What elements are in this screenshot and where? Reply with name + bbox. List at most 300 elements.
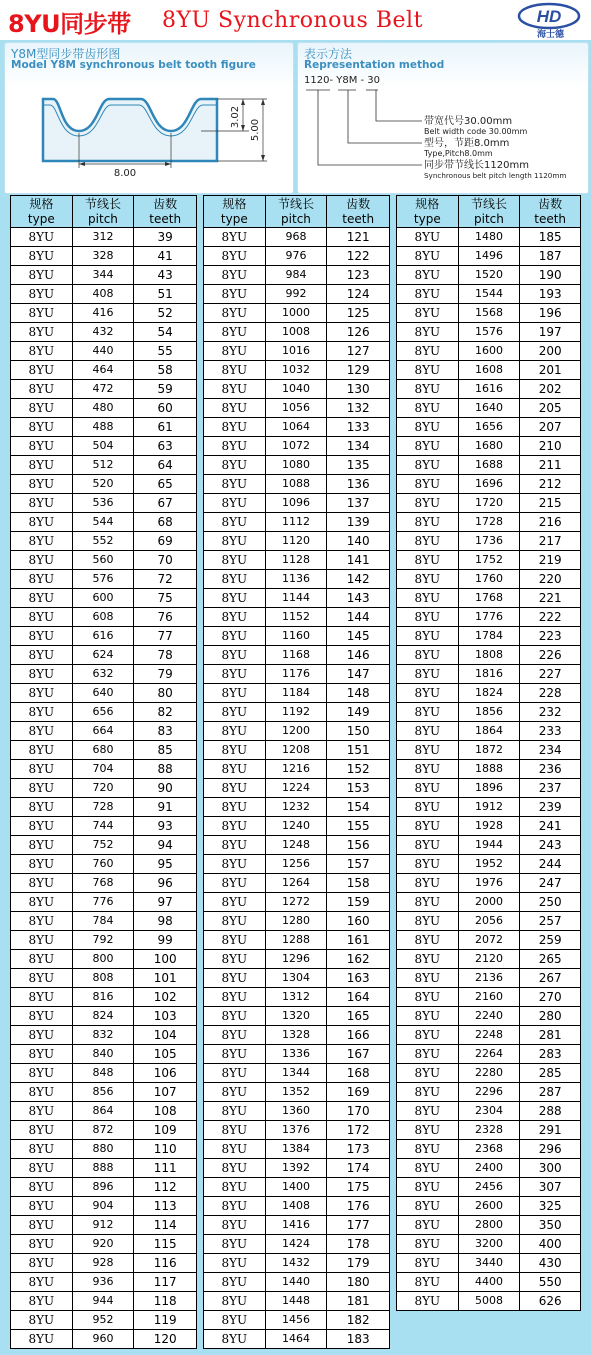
cell-type: 8YU	[11, 665, 73, 684]
cell-teeth: 205	[520, 399, 581, 418]
cell-teeth: 124	[327, 285, 390, 304]
table-row	[397, 1102, 581, 1121]
cell-teeth: 118	[134, 1292, 197, 1311]
cell-pitch: 624	[72, 646, 134, 665]
table-row	[397, 741, 581, 760]
cell-type: 8YU	[11, 1121, 73, 1140]
cell-teeth: 190	[520, 266, 581, 285]
cell-teeth: 55	[134, 342, 197, 361]
cell-pitch: 1056	[265, 399, 327, 418]
cell-teeth: 300	[520, 1159, 581, 1178]
cell-pitch: 1288	[265, 931, 327, 950]
cell-teeth: 283	[520, 1045, 581, 1064]
cell-teeth: 165	[327, 1007, 390, 1026]
cell-teeth: 291	[520, 1121, 581, 1140]
cell-pitch: 1136	[265, 570, 327, 589]
dim-tooth-height-label: 3.02	[230, 105, 241, 129]
page-title-en: 8YU Synchronous Belt	[162, 8, 423, 33]
cell-teeth: 244	[520, 855, 581, 874]
cell-teeth: 219	[520, 551, 581, 570]
cell-teeth: 99	[134, 931, 197, 950]
cell-teeth: 41	[134, 247, 197, 266]
cell-pitch: 1272	[265, 893, 327, 912]
cell-type: 8YU	[204, 1121, 266, 1140]
cell-type: 8YU	[397, 1007, 459, 1026]
table-row	[11, 1140, 197, 1159]
cell-teeth: 236	[520, 760, 581, 779]
table-row	[397, 399, 581, 418]
cell-pitch: 1032	[265, 361, 327, 380]
cell-pitch: 1328	[265, 1026, 327, 1045]
table-row	[397, 247, 581, 266]
cell-pitch: 600	[72, 589, 134, 608]
brand-name: 海士德	[537, 30, 565, 40]
cell-type: 8YU	[11, 399, 73, 418]
cell-teeth: 162	[327, 950, 390, 969]
cell-teeth: 168	[327, 1064, 390, 1083]
cell-teeth: 98	[134, 912, 197, 931]
cell-type: 8YU	[397, 247, 459, 266]
cell-pitch: 1864	[458, 722, 520, 741]
table-row	[11, 323, 197, 342]
cell-type: 8YU	[11, 1235, 73, 1254]
cell-type: 8YU	[397, 1235, 459, 1254]
cell-type: 8YU	[397, 1064, 459, 1083]
cell-pitch: 1464	[265, 1330, 327, 1349]
table-row	[204, 1064, 390, 1083]
cell-teeth: 158	[327, 874, 390, 893]
cell-type: 8YU	[397, 931, 459, 950]
table-row	[397, 513, 581, 532]
cell-type: 8YU	[397, 703, 459, 722]
cell-pitch: 1016	[265, 342, 327, 361]
cell-type: 8YU	[397, 1121, 459, 1140]
header-pitch: 节线长 pitch	[458, 196, 520, 228]
cell-type: 8YU	[204, 589, 266, 608]
cell-pitch: 2368	[458, 1140, 520, 1159]
cell-pitch: 1072	[265, 437, 327, 456]
cell-teeth: 234	[520, 741, 581, 760]
cell-type: 8YU	[397, 532, 459, 551]
table-row	[11, 760, 197, 779]
cell-teeth: 52	[134, 304, 197, 323]
cell-pitch: 1144	[265, 589, 327, 608]
cell-teeth: 174	[327, 1159, 390, 1178]
cell-type: 8YU	[397, 1140, 459, 1159]
table-row	[11, 779, 197, 798]
cell-pitch: 632	[72, 665, 134, 684]
cell-pitch: 808	[72, 969, 134, 988]
table-row	[11, 1311, 197, 1330]
cell-teeth: 185	[520, 228, 581, 247]
cell-pitch: 552	[72, 532, 134, 551]
table-row	[397, 646, 581, 665]
cell-type: 8YU	[397, 437, 459, 456]
cell-type: 8YU	[204, 1045, 266, 1064]
table-header-row	[204, 196, 390, 228]
cell-type: 8YU	[204, 836, 266, 855]
table-row	[204, 1197, 390, 1216]
cell-teeth: 159	[327, 893, 390, 912]
cell-type: 8YU	[204, 570, 266, 589]
representation-panel	[297, 42, 589, 194]
table-row	[204, 1140, 390, 1159]
cell-type: 8YU	[11, 247, 73, 266]
cell-teeth: 94	[134, 836, 197, 855]
table-row	[397, 893, 581, 912]
cell-pitch: 1912	[458, 798, 520, 817]
table-row	[397, 931, 581, 950]
cell-pitch: 1336	[265, 1045, 327, 1064]
length-label-cn: 同步带节线长1120mm	[424, 160, 529, 171]
table-row	[397, 703, 581, 722]
table-row	[204, 1121, 390, 1140]
cell-pitch: 560	[72, 551, 134, 570]
cell-teeth: 103	[134, 1007, 197, 1026]
cell-teeth: 135	[327, 456, 390, 475]
cell-teeth: 93	[134, 817, 197, 836]
cell-teeth: 167	[327, 1045, 390, 1064]
cell-type: 8YU	[204, 1197, 266, 1216]
cell-teeth: 77	[134, 627, 197, 646]
cell-teeth: 222	[520, 608, 581, 627]
table-row	[11, 646, 197, 665]
table-row	[204, 1311, 390, 1330]
table-row	[11, 456, 197, 475]
representation-caption-en: Representation method	[304, 59, 445, 71]
cell-pitch: 4400	[458, 1273, 520, 1292]
cell-pitch: 1000	[265, 304, 327, 323]
cell-type: 8YU	[397, 228, 459, 247]
cell-type: 8YU	[204, 266, 266, 285]
type-label-en: Type,Pitch8.0mm	[424, 149, 493, 158]
cell-type: 8YU	[11, 456, 73, 475]
cell-teeth: 68	[134, 513, 197, 532]
table-row	[204, 418, 390, 437]
cell-teeth: 72	[134, 570, 197, 589]
cell-pitch: 1752	[458, 551, 520, 570]
table-row	[204, 494, 390, 513]
cell-teeth: 125	[327, 304, 390, 323]
cell-teeth: 265	[520, 950, 581, 969]
cell-pitch: 1408	[265, 1197, 327, 1216]
cell-pitch: 912	[72, 1216, 134, 1235]
cell-type: 8YU	[11, 304, 73, 323]
cell-type: 8YU	[11, 893, 73, 912]
cell-type: 8YU	[11, 1159, 73, 1178]
cell-pitch: 520	[72, 475, 134, 494]
cell-type: 8YU	[204, 1235, 266, 1254]
cell-pitch: 1224	[265, 779, 327, 798]
cell-type: 8YU	[204, 722, 266, 741]
cell-pitch: 1480	[458, 228, 520, 247]
cell-teeth: 79	[134, 665, 197, 684]
cell-pitch: 776	[72, 893, 134, 912]
cell-teeth: 110	[134, 1140, 197, 1159]
table-row	[204, 323, 390, 342]
representation-caption-cn: 表示方法	[304, 47, 353, 61]
cell-type: 8YU	[204, 1140, 266, 1159]
cell-pitch: 1496	[458, 247, 520, 266]
cell-teeth: 193	[520, 285, 581, 304]
cell-type: 8YU	[204, 247, 266, 266]
cell-type: 8YU	[11, 779, 73, 798]
belt-table-2	[203, 195, 390, 1349]
cell-teeth: 129	[327, 361, 390, 380]
table-row	[204, 1330, 390, 1349]
cell-pitch: 880	[72, 1140, 134, 1159]
table-row	[204, 342, 390, 361]
cell-pitch: 1600	[458, 342, 520, 361]
table-row	[397, 779, 581, 798]
table-row	[397, 342, 581, 361]
cell-teeth: 127	[327, 342, 390, 361]
cell-teeth: 58	[134, 361, 197, 380]
cell-pitch: 1256	[265, 855, 327, 874]
cell-type: 8YU	[11, 817, 73, 836]
cell-teeth: 119	[134, 1311, 197, 1330]
cell-type: 8YU	[204, 874, 266, 893]
cell-teeth: 172	[327, 1121, 390, 1140]
cell-type: 8YU	[204, 893, 266, 912]
cell-teeth: 64	[134, 456, 197, 475]
cell-pitch: 1376	[265, 1121, 327, 1140]
cell-type: 8YU	[397, 665, 459, 684]
cell-type: 8YU	[397, 855, 459, 874]
table-row	[204, 1159, 390, 1178]
page-title-cn: 8YU同步带	[8, 10, 131, 38]
tooth-figure-panel	[4, 42, 294, 194]
cell-pitch: 1688	[458, 456, 520, 475]
table-row	[11, 570, 197, 589]
cell-teeth: 170	[327, 1102, 390, 1121]
cell-type: 8YU	[204, 494, 266, 513]
cell-type: 8YU	[11, 684, 73, 703]
cell-teeth: 181	[327, 1292, 390, 1311]
cell-type: 8YU	[397, 304, 459, 323]
cell-teeth: 400	[520, 1235, 581, 1254]
table-row	[204, 304, 390, 323]
cell-type: 8YU	[204, 779, 266, 798]
cell-type: 8YU	[397, 399, 459, 418]
table-row	[11, 1197, 197, 1216]
cell-teeth: 39	[134, 228, 197, 247]
table-row	[397, 1083, 581, 1102]
cell-type: 8YU	[397, 1026, 459, 1045]
cell-teeth: 107	[134, 1083, 197, 1102]
table-row	[397, 266, 581, 285]
cell-teeth: 65	[134, 475, 197, 494]
cell-pitch: 800	[72, 950, 134, 969]
cell-teeth: 152	[327, 760, 390, 779]
cell-type: 8YU	[11, 836, 73, 855]
cell-pitch: 984	[265, 266, 327, 285]
table-row	[204, 380, 390, 399]
tooth-profile-drawing	[5, 43, 293, 193]
cell-teeth: 148	[327, 684, 390, 703]
table-row	[397, 304, 581, 323]
cell-pitch: 480	[72, 399, 134, 418]
cell-type: 8YU	[397, 1159, 459, 1178]
table-row	[397, 684, 581, 703]
table-row	[204, 1178, 390, 1197]
cell-type: 8YU	[397, 1083, 459, 1102]
cell-teeth: 233	[520, 722, 581, 741]
cell-teeth: 160	[327, 912, 390, 931]
cell-teeth: 179	[327, 1254, 390, 1273]
table-row	[204, 1273, 390, 1292]
cell-pitch: 1160	[265, 627, 327, 646]
cell-teeth: 196	[520, 304, 581, 323]
cell-teeth: 63	[134, 437, 197, 456]
table-row	[11, 1254, 197, 1273]
table-row	[11, 684, 197, 703]
cell-teeth: 96	[134, 874, 197, 893]
table-row	[11, 1292, 197, 1311]
cell-pitch: 536	[72, 494, 134, 513]
cell-type: 8YU	[204, 855, 266, 874]
table-row	[11, 798, 197, 817]
cell-teeth: 243	[520, 836, 581, 855]
cell-teeth: 60	[134, 399, 197, 418]
cell-type: 8YU	[397, 950, 459, 969]
cell-type: 8YU	[11, 437, 73, 456]
table-row	[11, 627, 197, 646]
cell-teeth: 215	[520, 494, 581, 513]
cell-type: 8YU	[204, 760, 266, 779]
cell-pitch: 720	[72, 779, 134, 798]
cell-type: 8YU	[11, 969, 73, 988]
table-row	[397, 798, 581, 817]
page-header	[0, 0, 591, 40]
cell-teeth: 111	[134, 1159, 197, 1178]
table-row	[11, 988, 197, 1007]
table-row	[204, 1235, 390, 1254]
table-row	[204, 589, 390, 608]
cell-pitch: 1232	[265, 798, 327, 817]
cell-teeth: 130	[327, 380, 390, 399]
table-row	[204, 1045, 390, 1064]
cell-teeth: 182	[327, 1311, 390, 1330]
cell-type: 8YU	[11, 342, 73, 361]
cell-pitch: 816	[72, 988, 134, 1007]
cell-pitch: 2072	[458, 931, 520, 950]
table-row	[11, 399, 197, 418]
cell-pitch: 1656	[458, 418, 520, 437]
cell-pitch: 1080	[265, 456, 327, 475]
table-row	[397, 912, 581, 931]
table-row	[204, 912, 390, 931]
cell-teeth: 122	[327, 247, 390, 266]
cell-type: 8YU	[11, 627, 73, 646]
cell-pitch: 1344	[265, 1064, 327, 1083]
table-row	[204, 1292, 390, 1311]
cell-type: 8YU	[397, 798, 459, 817]
table-row	[397, 665, 581, 684]
cell-teeth: 227	[520, 665, 581, 684]
cell-type: 8YU	[204, 437, 266, 456]
cell-type: 8YU	[397, 741, 459, 760]
cell-pitch: 952	[72, 1311, 134, 1330]
cell-type: 8YU	[397, 513, 459, 532]
cell-type: 8YU	[397, 1178, 459, 1197]
table-row	[204, 893, 390, 912]
cell-teeth: 141	[327, 551, 390, 570]
cell-type: 8YU	[397, 494, 459, 513]
table-row	[11, 665, 197, 684]
cell-teeth: 176	[327, 1197, 390, 1216]
cell-teeth: 281	[520, 1026, 581, 1045]
cell-teeth: 430	[520, 1254, 581, 1273]
cell-teeth: 132	[327, 399, 390, 418]
table-row	[397, 456, 581, 475]
cell-teeth: 82	[134, 703, 197, 722]
table-row	[204, 931, 390, 950]
table-row	[397, 1197, 581, 1216]
cell-teeth: 187	[520, 247, 581, 266]
cell-type: 8YU	[204, 513, 266, 532]
table-row	[11, 931, 197, 950]
cell-pitch: 1944	[458, 836, 520, 855]
cell-type: 8YU	[11, 380, 73, 399]
cell-pitch: 1400	[265, 1178, 327, 1197]
cell-pitch: 1392	[265, 1159, 327, 1178]
cell-pitch: 1168	[265, 646, 327, 665]
cell-teeth: 146	[327, 646, 390, 665]
cell-pitch: 3200	[458, 1235, 520, 1254]
table-row	[204, 247, 390, 266]
table-row	[11, 1273, 197, 1292]
cell-pitch: 1384	[265, 1140, 327, 1159]
table-row	[204, 399, 390, 418]
cell-type: 8YU	[11, 532, 73, 551]
cell-type: 8YU	[397, 1254, 459, 1273]
cell-type: 8YU	[11, 760, 73, 779]
cell-pitch: 752	[72, 836, 134, 855]
cell-teeth: 120	[134, 1330, 197, 1349]
cell-teeth: 106	[134, 1064, 197, 1083]
table-row	[397, 1045, 581, 1064]
cell-type: 8YU	[11, 722, 73, 741]
cell-type: 8YU	[11, 988, 73, 1007]
cell-teeth: 61	[134, 418, 197, 437]
cell-pitch: 2240	[458, 1007, 520, 1026]
cell-teeth: 285	[520, 1064, 581, 1083]
cell-pitch: 1816	[458, 665, 520, 684]
table-row	[204, 1007, 390, 1026]
table-row	[397, 988, 581, 1007]
cell-pitch: 1312	[265, 988, 327, 1007]
table-row	[11, 1064, 197, 1083]
cell-pitch: 2056	[458, 912, 520, 931]
tooth-figure-caption-cn: Y8M型同步带齿形图	[11, 47, 121, 61]
cell-type: 8YU	[204, 475, 266, 494]
cell-pitch: 896	[72, 1178, 134, 1197]
cell-type: 8YU	[397, 1273, 459, 1292]
cell-pitch: 344	[72, 266, 134, 285]
cell-teeth: 212	[520, 475, 581, 494]
table-row	[204, 817, 390, 836]
table-row	[397, 570, 581, 589]
cell-teeth: 97	[134, 893, 197, 912]
cell-pitch: 1544	[458, 285, 520, 304]
cell-pitch: 1928	[458, 817, 520, 836]
table-row	[204, 665, 390, 684]
cell-teeth: 144	[327, 608, 390, 627]
cell-pitch: 1040	[265, 380, 327, 399]
cell-teeth: 161	[327, 931, 390, 950]
cell-teeth: 147	[327, 665, 390, 684]
